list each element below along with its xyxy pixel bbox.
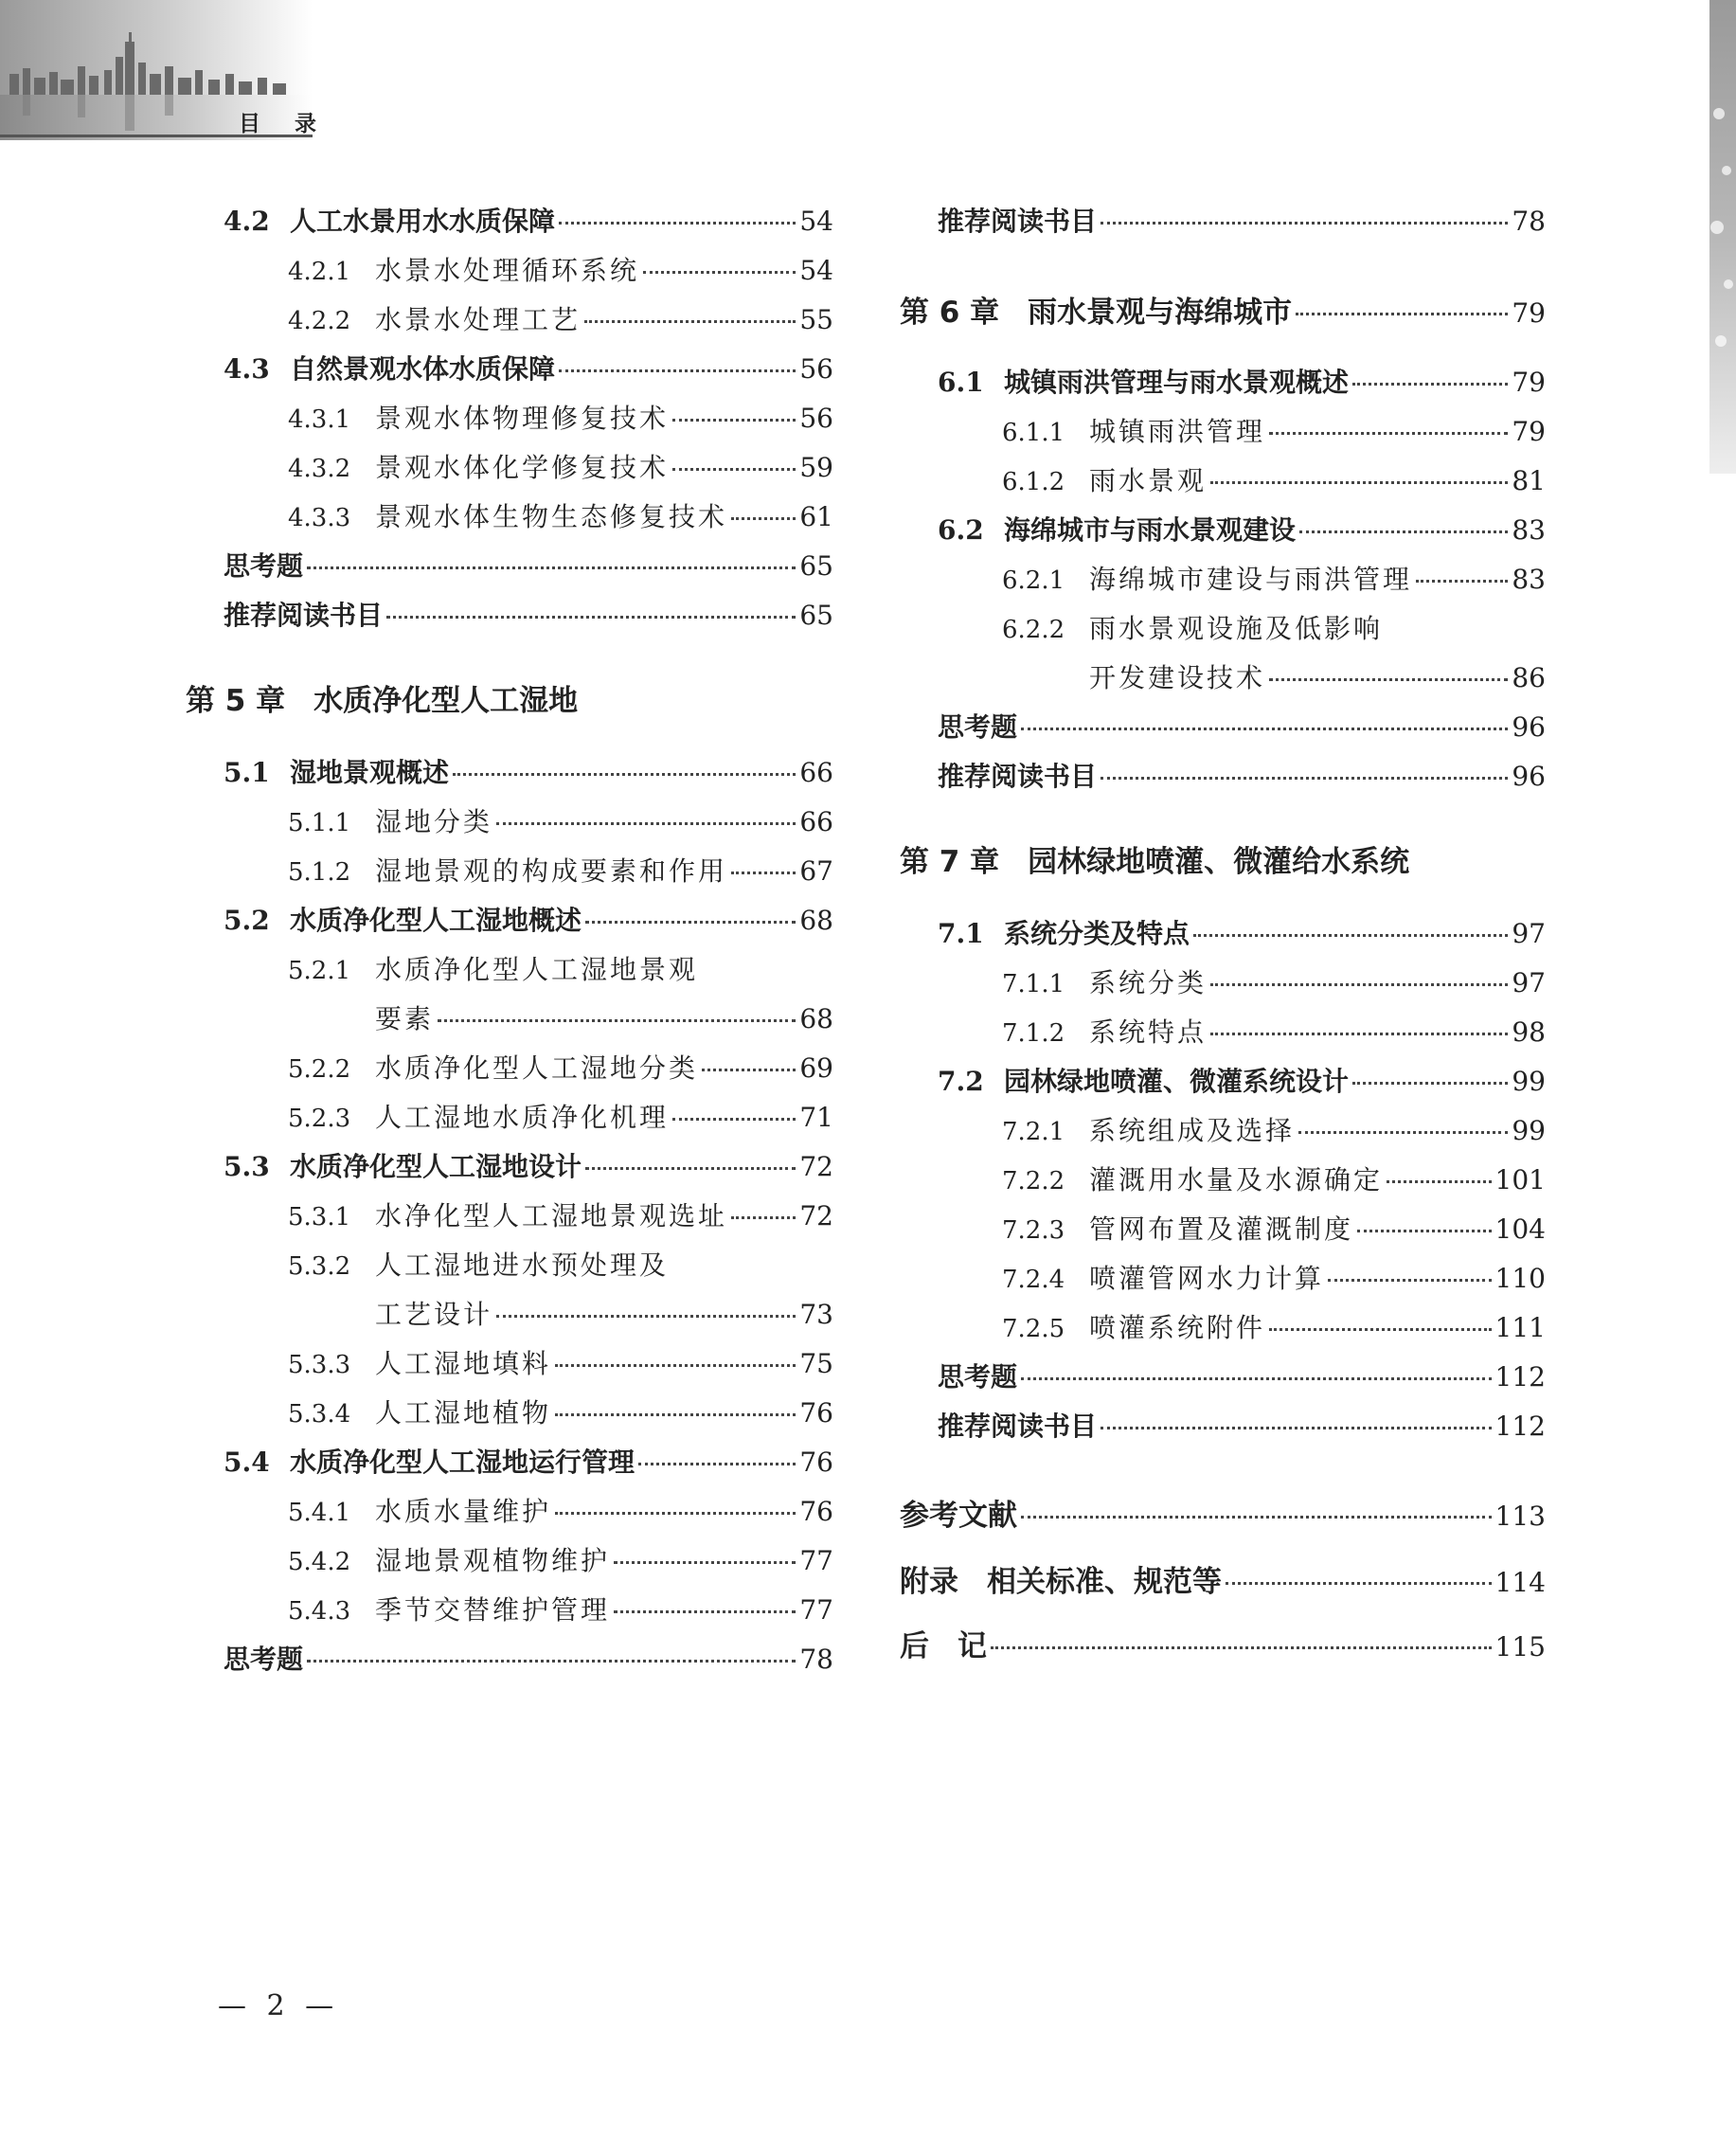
page-ref: 110	[1494, 1263, 1546, 1294]
dot-leader	[1416, 580, 1508, 583]
entry-title: 水质净化型人工湿地景观	[375, 954, 699, 985]
toc-section[interactable]	[186, 1150, 833, 1184]
page-ref: 72	[799, 1200, 833, 1231]
dot-leader	[672, 419, 796, 422]
page-ref: 61	[799, 501, 833, 532]
toc-subsection[interactable]	[186, 500, 833, 535]
toc-subsection[interactable]	[900, 1213, 1546, 1248]
entry-title: 人工湿地填料	[375, 1348, 552, 1379]
section-number: 4.2.1	[288, 258, 351, 286]
page-ref: 56	[799, 353, 833, 385]
entry-title: 湿地景观的构成要素和作用	[375, 855, 728, 887]
toc-subsection[interactable]	[900, 612, 1546, 647]
section-number: 5.3	[224, 1151, 270, 1182]
dot-leader	[496, 1315, 796, 1318]
toc-section[interactable]	[186, 352, 833, 386]
dot-leader	[1269, 1328, 1492, 1331]
entry-title: 水质净化型人工湿地设计	[290, 1151, 582, 1182]
section-number: 5.3.3	[288, 1351, 351, 1379]
page-ref: 79	[1512, 416, 1546, 447]
toc-entry[interactable]	[900, 205, 1546, 239]
dot-leader	[1328, 1279, 1492, 1282]
page-ref: 66	[799, 757, 833, 788]
page-ref: 66	[799, 806, 833, 837]
dot-leader	[1210, 481, 1508, 484]
page-ref: 76	[799, 1397, 833, 1429]
entry-title: 系统分类及特点	[1004, 918, 1190, 949]
section-number: 7.2.1	[1002, 1118, 1065, 1146]
entry-title: 思考题	[938, 711, 1018, 743]
entry-title: 海绵城市建设与雨洪管理	[1089, 564, 1413, 595]
entry-title: 人工水景用水水质保障	[290, 206, 556, 237]
toc-subsection[interactable]	[186, 1249, 833, 1284]
entry-title: 水质净化型人工湿地分类	[375, 1052, 699, 1084]
dot-leader	[1352, 383, 1508, 386]
dot-leader	[1357, 1230, 1492, 1232]
dot-leader	[1298, 1131, 1508, 1134]
dot-leader	[1101, 777, 1508, 780]
page-ref: 72	[799, 1151, 833, 1182]
section-number: 7.1.2	[1002, 1019, 1065, 1048]
toc-subsection[interactable]	[900, 1262, 1546, 1297]
page-ref: 76	[799, 1447, 833, 1478]
entry-title: 园林绿地喷灌、微灌系统设计	[1004, 1066, 1350, 1097]
toc-subsection[interactable]	[900, 563, 1546, 598]
page-ref: 83	[1512, 564, 1546, 595]
page-ref: 79	[1512, 297, 1546, 329]
section-number: 6.2.1	[1002, 566, 1065, 595]
dot-leader	[672, 468, 796, 471]
dot-leader	[1296, 313, 1508, 315]
dot-leader	[1101, 222, 1508, 225]
entry-title: 景观水体化学修复技术	[375, 452, 670, 483]
toc-section[interactable]	[900, 366, 1546, 400]
chapter-number: 第 5 章	[186, 684, 286, 718]
page-ref: 96	[1512, 711, 1546, 743]
entry-title: 系统特点	[1089, 1016, 1208, 1048]
entry-title: 思考题	[224, 1644, 304, 1675]
section-number: 5.3.1	[288, 1203, 351, 1231]
section-number: 5.4.1	[288, 1499, 351, 1527]
page-ref: 112	[1494, 1411, 1546, 1442]
toc-subsection[interactable]	[186, 1199, 833, 1234]
section-number: 5.4.2	[288, 1548, 351, 1576]
section-number: 7.2.2	[1002, 1167, 1065, 1195]
entry-title: 水质净化型人工湿地运行管理	[290, 1447, 635, 1478]
toc-section[interactable]	[186, 1446, 833, 1480]
page-ref: 115	[1494, 1631, 1546, 1663]
dot-leader	[1021, 1377, 1492, 1380]
chapter-title: 雨水景观与海绵城市	[1028, 296, 1293, 330]
section-number: 5.1.1	[288, 809, 351, 837]
entry-title: 人工湿地植物	[375, 1397, 552, 1429]
section-number: 7.1.1	[1002, 970, 1065, 998]
chapter-number: 后	[900, 1629, 929, 1663]
section-number: 4.3.2	[288, 455, 351, 483]
toc-subsection[interactable]	[186, 1052, 833, 1087]
page-ref: 86	[1512, 662, 1546, 693]
entry-title: 湿地景观概述	[290, 757, 450, 788]
entry-title: 开发建设技术	[1089, 662, 1266, 693]
toc-entry[interactable]	[900, 760, 1546, 794]
toc-subsection-continuation[interactable]	[186, 1298, 833, 1332]
dot-leader	[1210, 1033, 1508, 1035]
section-number: 5.2.1	[288, 957, 351, 985]
entry-title: 城镇雨洪管理	[1089, 416, 1266, 447]
header-title: 目 录	[239, 112, 331, 136]
toc-chapter[interactable]	[900, 1563, 1546, 1602]
toc-subsection[interactable]	[186, 1544, 833, 1579]
toc-subsection-continuation[interactable]	[900, 661, 1546, 695]
chapter-title: 相关标准、规范等	[987, 1565, 1222, 1599]
entry-title: 推荐阅读书目	[938, 206, 1098, 237]
page-ref: 98	[1512, 1016, 1546, 1048]
toc-chapter[interactable]	[900, 1627, 1546, 1666]
page-ref: 65	[799, 550, 833, 582]
dot-leader	[307, 566, 796, 569]
section-number: 7.2.5	[1002, 1315, 1065, 1343]
toc-section[interactable]	[186, 756, 833, 790]
dot-leader	[1226, 1582, 1492, 1585]
section-number: 6.1.1	[1002, 419, 1065, 447]
page-ref: 101	[1494, 1164, 1546, 1195]
dot-leader	[643, 271, 796, 274]
chapter-title: 参考文献	[900, 1499, 1017, 1533]
page-ref: 97	[1512, 918, 1546, 949]
section-number: 4.3.3	[288, 504, 351, 532]
entry-title: 水景水处理循环系统	[375, 255, 640, 286]
toc-subsection[interactable]	[186, 1347, 833, 1382]
dot-leader	[386, 616, 796, 619]
entry-title: 要素	[375, 1003, 435, 1034]
page-ref: 79	[1512, 367, 1546, 398]
page-ref: 97	[1512, 967, 1546, 998]
section-number: 7.2.3	[1002, 1216, 1065, 1245]
toc-subsection[interactable]	[900, 1311, 1546, 1346]
entry-title: 推荐阅读书目	[224, 600, 384, 631]
page-ref: 78	[1512, 206, 1546, 237]
dot-leader	[555, 1364, 796, 1367]
entry-title: 推荐阅读书目	[938, 1411, 1098, 1442]
page-ref: 75	[799, 1348, 833, 1379]
dot-leader	[559, 222, 796, 225]
dot-leader	[1387, 1180, 1492, 1183]
toc-section[interactable]	[186, 904, 833, 938]
page-ref: 99	[1512, 1115, 1546, 1146]
page-ref: 59	[799, 452, 833, 483]
chapter-title: 水质净化型人工湿地	[313, 684, 579, 718]
toc-subsection[interactable]	[186, 303, 833, 338]
dot-leader	[555, 1512, 796, 1515]
entry-title: 工艺设计	[375, 1299, 493, 1330]
entry-title: 景观水体生物生态修复技术	[375, 501, 728, 532]
entry-title: 人工湿地水质净化机理	[375, 1102, 670, 1133]
page-ref: 71	[799, 1102, 833, 1133]
dot-leader	[559, 369, 796, 372]
dot-leader	[1021, 1516, 1492, 1519]
section-number: 5.2	[224, 905, 270, 936]
chapter-title: 记	[957, 1629, 987, 1663]
page-ref: 81	[1512, 465, 1546, 496]
page-ref: 104	[1494, 1213, 1546, 1245]
toc-section[interactable]	[900, 1065, 1546, 1099]
toc-subsection[interactable]	[186, 1101, 833, 1136]
page-ref: 65	[799, 600, 833, 631]
dot-leader	[731, 1216, 796, 1219]
page-ref: 113	[1494, 1501, 1546, 1532]
page-ref: 69	[799, 1052, 833, 1084]
chapter-number: 第 6 章	[900, 296, 1000, 330]
toc-subsection[interactable]	[186, 953, 833, 988]
dot-leader	[1299, 530, 1508, 533]
section-number: 5.4.3	[288, 1597, 351, 1626]
toc-entry[interactable]	[900, 1360, 1546, 1394]
section-number: 6.1	[938, 367, 984, 398]
toc-section[interactable]	[900, 513, 1546, 548]
dot-leader	[731, 517, 796, 520]
section-number: 6.1.2	[1002, 468, 1065, 496]
section-number: 4.3.1	[288, 405, 351, 434]
dot-leader	[991, 1646, 1492, 1649]
dot-leader	[1021, 728, 1508, 730]
toc-entry[interactable]	[900, 1410, 1546, 1444]
entry-title: 雨水景观设施及低影响	[1089, 613, 1384, 644]
section-number: 4.2	[224, 206, 270, 237]
dot-leader	[1269, 678, 1508, 681]
dot-leader	[585, 1167, 796, 1170]
page-ref: 67	[799, 855, 833, 887]
entry-title: 湿地景观植物维护	[375, 1545, 611, 1576]
section-number: 5.1	[224, 757, 270, 788]
dot-leader	[672, 1118, 796, 1121]
toc-entry[interactable]	[186, 599, 833, 633]
entry-title: 海绵城市与雨水景观建设	[1004, 514, 1297, 546]
section-number: 7.2.4	[1002, 1266, 1065, 1294]
toc-subsection[interactable]	[900, 464, 1546, 499]
dot-leader	[1352, 1082, 1508, 1085]
page-ref: 68	[799, 1003, 833, 1034]
dot-leader	[307, 1660, 796, 1663]
page-ref: 114	[1494, 1567, 1546, 1598]
dot-leader	[1210, 983, 1508, 986]
section-number: 5.3.4	[288, 1400, 351, 1429]
page-ref: 73	[799, 1299, 833, 1330]
toc-subsection[interactable]	[900, 966, 1546, 1001]
dot-leader	[453, 773, 796, 776]
page-number: — 2 —	[218, 1989, 340, 2022]
entry-title: 水景水处理工艺	[375, 304, 582, 335]
page-ref: 111	[1494, 1312, 1546, 1343]
toc-subsection[interactable]	[186, 805, 833, 840]
page-ref: 68	[799, 905, 833, 936]
dot-leader	[702, 1069, 796, 1071]
section-number: 7.1	[938, 918, 984, 949]
page-ref: 83	[1512, 514, 1546, 546]
section-number: 5.2.2	[288, 1055, 351, 1084]
section-number: 7.2	[938, 1066, 984, 1097]
entry-title: 喷灌管网水力计算	[1089, 1263, 1325, 1294]
section-number: 4.3	[224, 353, 270, 385]
chapter-number: 附录	[900, 1565, 958, 1599]
entry-title: 思考题	[938, 1361, 1018, 1393]
toc-entry[interactable]	[186, 1643, 833, 1677]
toc-entry[interactable]	[186, 549, 833, 584]
toc-subsection[interactable]	[900, 1163, 1546, 1198]
toc-subsection[interactable]	[186, 402, 833, 437]
toc-chapter[interactable]	[186, 682, 833, 720]
entry-title: 雨水景观	[1089, 465, 1208, 496]
page-ref: 99	[1512, 1066, 1546, 1097]
dot-leader	[638, 1463, 796, 1465]
page-ref: 55	[799, 304, 833, 335]
section-number: 5.1.2	[288, 858, 351, 887]
page-ref: 77	[799, 1545, 833, 1576]
section-number: 5.4	[224, 1447, 270, 1478]
entry-title: 思考题	[224, 550, 304, 582]
section-number: 6.2	[938, 514, 984, 546]
dot-leader	[1269, 432, 1508, 435]
chapter-title: 园林绿地喷灌、微灌给水系统	[1028, 845, 1410, 879]
toc-chapter[interactable]	[900, 294, 1546, 333]
section-number: 5.2.3	[288, 1105, 351, 1133]
toc-subsection[interactable]	[186, 1593, 833, 1628]
dot-leader	[496, 822, 796, 825]
page-ref: 78	[799, 1644, 833, 1675]
entry-title: 水净化型人工湿地景观选址	[375, 1200, 728, 1231]
toc-subsection[interactable]	[900, 1016, 1546, 1051]
entry-title: 系统分类	[1089, 967, 1208, 998]
toc-subsection[interactable]	[900, 415, 1546, 450]
toc-subsection[interactable]	[186, 1396, 833, 1431]
dot-leader	[1101, 1427, 1492, 1429]
entry-title: 系统组成及选择	[1089, 1115, 1296, 1146]
toc-subsection[interactable]	[186, 451, 833, 486]
toc-subsection[interactable]	[186, 1495, 833, 1530]
page-ref: 54	[799, 255, 833, 286]
toc-section[interactable]	[900, 917, 1546, 951]
dot-leader	[731, 872, 796, 874]
dot-leader	[585, 921, 796, 924]
entry-title: 推荐阅读书目	[938, 761, 1098, 792]
toc-chapter[interactable]	[900, 1497, 1546, 1536]
page-ref: 77	[799, 1594, 833, 1626]
dot-leader	[438, 1019, 796, 1022]
entry-title: 人工湿地进水预处理及	[375, 1249, 670, 1281]
page-ref: 54	[799, 206, 833, 237]
page-ref: 76	[799, 1496, 833, 1527]
toc-chapter[interactable]	[900, 843, 1546, 881]
dot-leader	[555, 1413, 796, 1416]
entry-title: 景观水体物理修复技术	[375, 403, 670, 434]
entry-title: 水质净化型人工湿地概述	[290, 905, 582, 936]
entry-title: 季节交替维护管理	[375, 1594, 611, 1626]
entry-title: 灌溉用水量及水源确定	[1089, 1164, 1384, 1195]
section-number: 5.3.2	[288, 1252, 351, 1281]
entry-title: 湿地分类	[375, 806, 493, 837]
entry-title: 水质水量维护	[375, 1496, 552, 1527]
toc-subsection[interactable]	[900, 1114, 1546, 1149]
toc-subsection[interactable]	[186, 854, 833, 890]
dot-leader	[614, 1561, 796, 1564]
entry-title: 自然景观水体水质保障	[290, 353, 556, 385]
dot-leader	[614, 1610, 796, 1613]
page-ref: 56	[799, 403, 833, 434]
section-number: 4.2.2	[288, 307, 351, 335]
entry-title: 城镇雨洪管理与雨水景观概述	[1004, 367, 1350, 398]
toc-subsection[interactable]	[186, 254, 833, 289]
chapter-number: 第 7 章	[900, 845, 1000, 879]
toc-subsection-continuation[interactable]	[186, 1002, 833, 1036]
dot-leader	[1193, 934, 1508, 937]
toc-entry[interactable]	[900, 710, 1546, 745]
page-ref: 112	[1494, 1361, 1546, 1393]
entry-title: 管网布置及灌溉制度	[1089, 1213, 1354, 1245]
toc-section[interactable]	[186, 205, 833, 239]
section-number: 6.2.2	[1002, 616, 1065, 644]
side-photo-strip	[1709, 0, 1736, 474]
page-ref: 96	[1512, 761, 1546, 792]
entry-title: 喷灌系统附件	[1089, 1312, 1266, 1343]
dot-leader	[584, 320, 796, 323]
